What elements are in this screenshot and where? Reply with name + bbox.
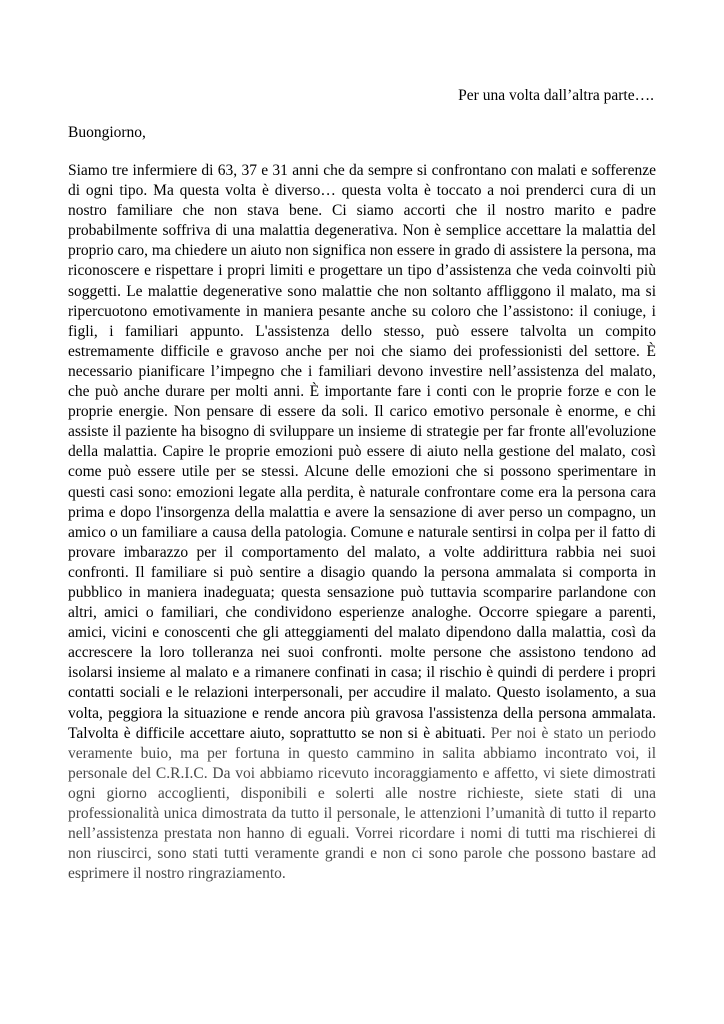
letter-greeting: Buongiorno,	[68, 124, 146, 141]
letter-body	[68, 161, 656, 884]
body-main-text: Siamo tre infermiere di 63, 37 e 31 anni che da sempre si confrontano con malati e sofferenze di ogni tipo. Ma questa volta è diverso… questa volta è toccato a noi prenderci cura di un nostro familiare che non stava bene. Ci siamo accorti che il nostro marito e padre probabilmente soffriva di una malattia degenerativa. Non è semplice accettare la malattia del proprio caro, ma chiedere un aiuto non significa non essere in grado di assistere la persona, ma riconoscere e rispettare i propri limiti e progettare un tipo d’assistenza che veda coinvolti più soggetti. Le malattie degenerative sono malattie che non soltanto affliggono il malato, ma si ripercuotono emotivamente in maniera pesante anche su coloro che l’assistono: il coniuge, i figli, i familiari appunto. L'assistenza dello stesso, può essere talvolta un compito estremamente difficile e gravoso anche per noi che siamo dei professionisti del settore. È necessario pianificare l’impegno che i familiari devono investire nell’assistenza del malato, che può anche durare per molti anni. È importante fare i conti con le proprie forze e con le proprie energie. Non pensare di essere da soli. Il carico emotivo personale è enorme, e chi assiste il paziente ha bisogno di sviluppare un insieme di strategie per far fronte all'evoluzione della malattia. Capire le proprie emozioni può essere di aiuto nella gestione del malato, così come può essere utile per se stessi. Alcune delle emozioni che si possono sperimentare in questi casi sono: emozioni legate alla perdita, è naturale confrontare come era la persona cara prima e dopo l'insorgenza della malattia e avere la sensazione di aver perso un compagno, un amico o un familiare a causa della patologia. Comune e naturale sentirsi in colpa per il fatto di provare imbarazzo per il comportamento del malato, a volte addirittura rabbia nei suoi confronti. Il familiare si può sentire a disagio quando la persona ammalata si comporta in pubblico in maniera inadeguata; questa sensazione può tuttavia scomparire parlandone con altri, amici o familiari, che condividono esperienze analoghe. Occorre spiegare a parenti, amici, vicini e conoscenti che gli atteggiamenti del malato dipendono dalla malattia, così da accrescere la loro tolleranza nei suoi confronti. molte persone che assistono tendono ad isolarsi insieme al malato e a rimanere confinati in casa; il rischio è quindi di perdere i propri contatti sociali e le relazioni interpersonali, per accudire il malato. Questo isolamento, a sua volta, peggiora la situazione e rende ancora più gravosa l'assistenza della persona ammalata. Talvolta è difficile accettare aiuto, soprattutto se non si è abituati.	[68, 162, 656, 742]
letter-title: Per una volta dall’altra parte….	[458, 87, 654, 104]
body-thanks-text: Per noi è stato un periodo veramente buio, ma per fortuna in questo cammino in salita abbiamo incontrato voi, il personale del C.R.I.C. Da voi abbiamo ricevuto incoraggiamento e affetto, vi siete dimostrati ogni giorno accoglienti, disponibili e solerti alle nostre richieste, siete stati di una professionalità unica dimostrata da tutto il personale, le attenzioni l’umanità di tutto il reparto nell’assistenza prestata non hanno di eguali. Vorrei ricordare i nomi di tutti ma rischierei di non riuscirci, sono stati tutti veramente grandi e non ci sono parole che possono bastare ad esprimere il nostro ringraziamento.	[68, 724, 656, 883]
